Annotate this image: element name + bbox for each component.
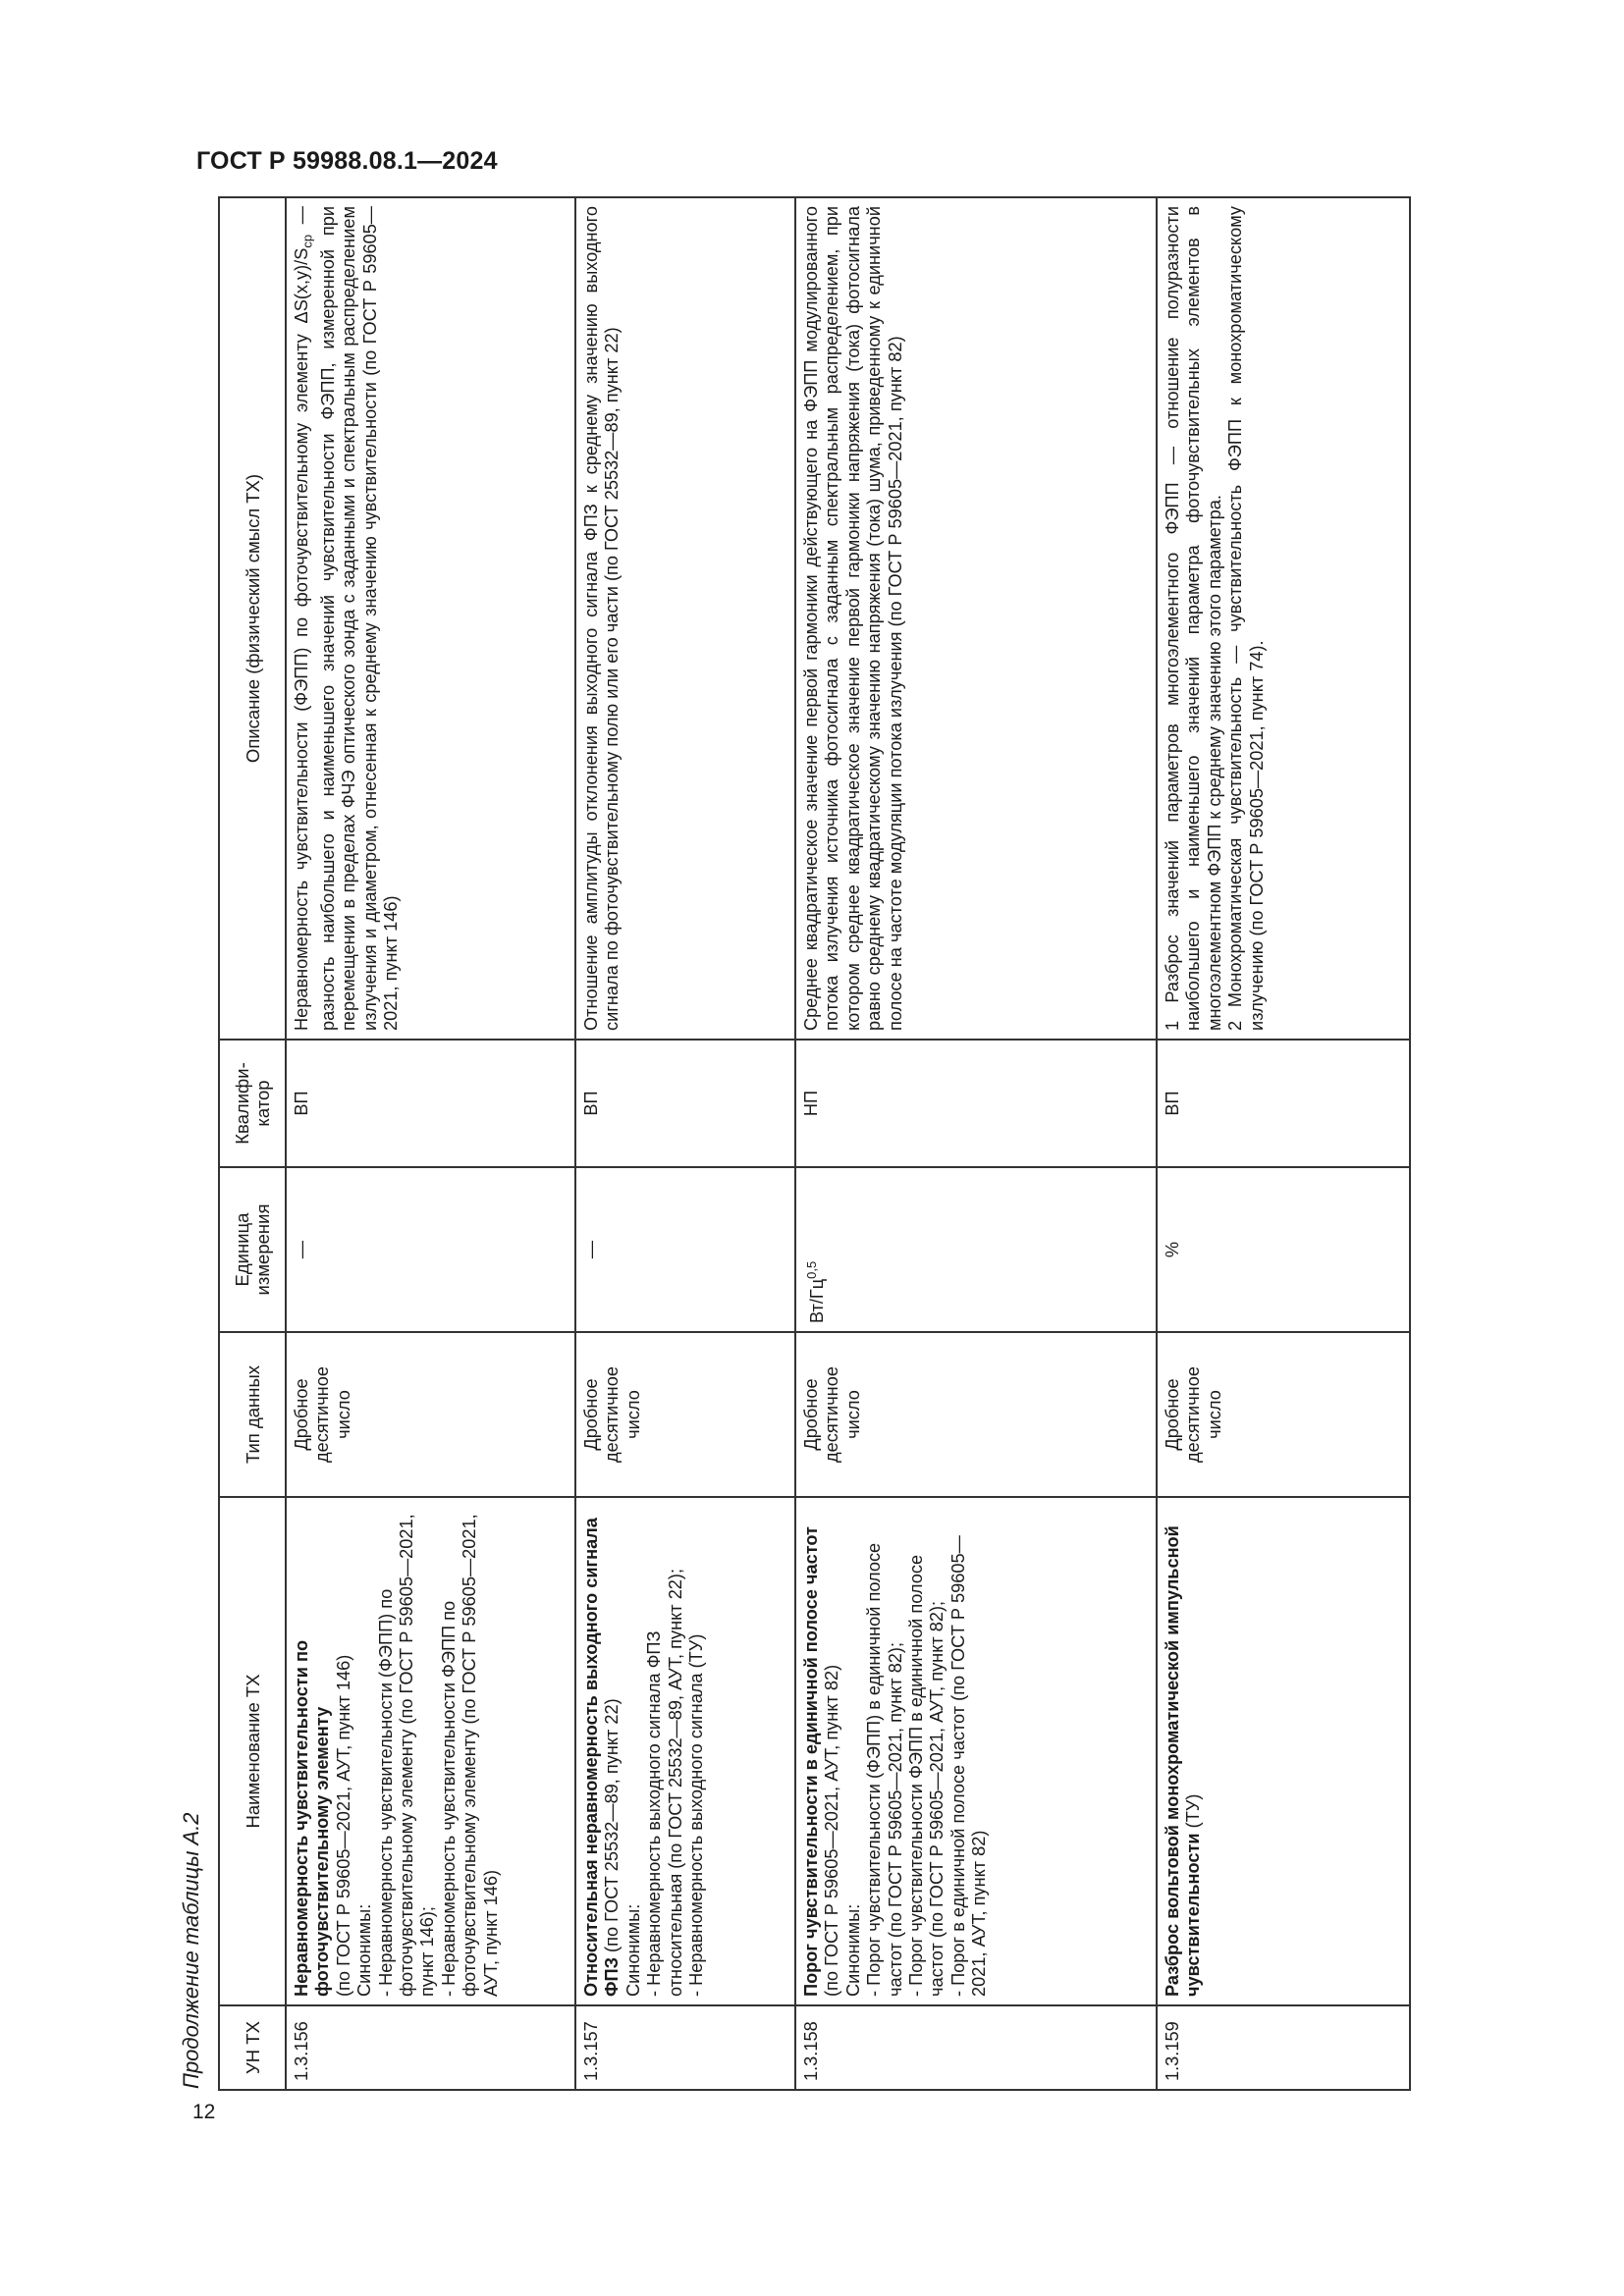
term-title: Неравномерность чувствительности по фоточувствительному элементу [292,1639,333,1997]
column-header-qualifier: Квалифи-катор [219,1040,286,1167]
row-qualifier: НП [795,1040,1157,1167]
table-row [286,197,575,2090]
page-number: 12 [192,2101,216,2123]
row-name [795,1497,1157,2005]
description-subscript: ср [299,234,315,248]
column-header-description: Описание (физический смысл ТХ) [219,197,286,1040]
rotated-table-block [177,206,1463,2091]
row-code: 1.3.157 [575,2005,795,2090]
row-code: 1.3.158 [795,2005,1157,2090]
term-reference: (ТУ) [1183,1793,1204,1829]
row-data-type: Дробное десятичное число [575,1332,795,1497]
row-name [575,1497,795,2005]
term-reference: (по ГОСТ Р 59605—2021, АУТ, пункт 82) [822,1664,842,1997]
unit-base: Вт/Гц [807,1278,828,1323]
row-qualifier: ВП [575,1040,795,1167]
row-description: Среднее квадратическое значение первой гармоники действующего на ФЭПП модулированного потока излучения источника фотосигнала с заданным спектральным распределением, при котором среднее квадратическое значение первой гармоники напряжения (тока) фотосигнала равно среднему квадратическому значению напряжения (тока) шума, приведенному к единичной полосе на частоте модуляции потока излучения (по ГОСТ Р 59605—2021, пункт 82) [795,197,1157,1040]
column-header-name: Наименование ТХ [219,1497,286,2005]
row-description [286,197,575,1040]
term-title: Разброс вольтовой монохроматической импульсной чувствительности [1163,1525,1204,1997]
row-unit: — [286,1167,575,1332]
term-reference: (по ГОСТ Р 59605—2021, АУТ, пункт 146) [333,1654,353,1997]
table-row [1157,197,1410,2090]
table-header-row [219,197,286,2090]
row-data-type: Дробное десятичное число [795,1332,1157,1497]
synonyms-label: Синонимы: [842,1903,863,1997]
column-header-type: Тип данных [219,1332,286,1497]
synonym-item: - Порог в единичной полосе частот (по ГОСТ Р 59605—2021, АУТ, пункт 82) [947,1535,990,1997]
document-header: ГОСТ Р 59988.08.1—2024 [196,147,498,175]
synonym-item: - Неравномерность выходного сигнала ФПЗ относительная (по ГОСТ 25532—89, АУТ, пункт 22); [644,1568,685,1997]
row-data-type: Дробное десятичное число [286,1332,575,1497]
row-description: Отношение амплитуды отклонения выходного сигнала ФПЗ к среднему значению выходного сигнала по фоточувствительному полю или его части (по ГОСТ 25532—89, пункт 22) [575,197,795,1040]
term-title: Относительная неравномерность выходного сигнала ФПЗ [581,1518,623,1997]
table-caption: Продолжение таблицы А.2 [179,1812,203,2089]
table-row [575,197,795,2090]
synonym-item: - Неравномерность выходного сигнала (ТУ) [686,1633,707,1997]
synonyms-label: Синонимы: [354,1903,375,1997]
description-text-cont: — разность наибольшего и наименьшего значений чувствительности ФЭПП, измеренной при перемещении в пределах ФЧЭ оптического зонда с заданными и спектральным распределением излучения и диаметром, отнесенная к среднему значению чувствительности (по ГОСТ Р 59605—2021, пункт 146) [292,206,402,1031]
synonyms-label: Синонимы: [623,1903,643,1997]
row-unit: — [575,1167,795,1332]
row-code: 1.3.159 [1157,2005,1410,2090]
column-header-code: УН ТХ [219,2005,286,2090]
description-note-1: 1 Разброс значений параметров многоэлементного ФЭПП — отношение полуразности наибольшего и наименьшего значений параметра фоточувствительных элементов в многоэлементном ФЭПП к среднему значению этого параметра. [1163,206,1224,1031]
unit-exponent: 0,5 [804,1260,819,1279]
synonym-item: - Порог чувствительности ФЭПП в единичной полосе частот (по ГОСТ Р 59605—2021, АУТ, пункт 82); [906,1554,947,1997]
term-title: Порог чувствительности в единичной полосе частот [801,1526,821,1997]
term-reference: (по ГОСТ 25532—89, пункт 22) [602,1698,623,1952]
row-data-type: Дробное десятичное число [1157,1332,1410,1497]
row-description [1157,197,1410,1040]
column-header-unit: Единица измерения [219,1167,286,1332]
row-unit [795,1167,1157,1332]
row-code: 1.3.156 [286,2005,575,2090]
description-text: Неравномерность чувствительности (ФЭПП) по фоточувствительному элементу ΔS(x,y)/S [292,247,311,1031]
row-unit: % [1157,1167,1410,1332]
synonym-item: - Порог чувствительности (ФЭПП) в единичной полосе частот (по ГОСТ Р 59605—2021, пункт 82); [864,1542,905,1997]
row-name [1157,1497,1410,2005]
description-note-2: 2 Монохроматическая чувствительность — чувствительность ФЭПП к монохроматическому излучению (по ГОСТ Р 59605—2021, пункт 74). [1225,206,1267,1031]
synonym-item: - Неравномерность чувствительности ФЭПП по фоточувствительному элементу (по ГОСТ Р 59605—2021, АУТ, пункт 146) [438,1514,501,1997]
characteristics-table [218,196,1411,2091]
synonym-item: - Неравномерность чувствительности (ФЭПП) по фоточувствительному элементу (по ГОСТ Р 59605—2021, пункт 146); [375,1514,438,1997]
row-qualifier: ВП [1157,1040,1410,1167]
row-name [286,1497,575,2005]
row-qualifier: ВП [286,1040,575,1167]
table-row [795,197,1157,2090]
